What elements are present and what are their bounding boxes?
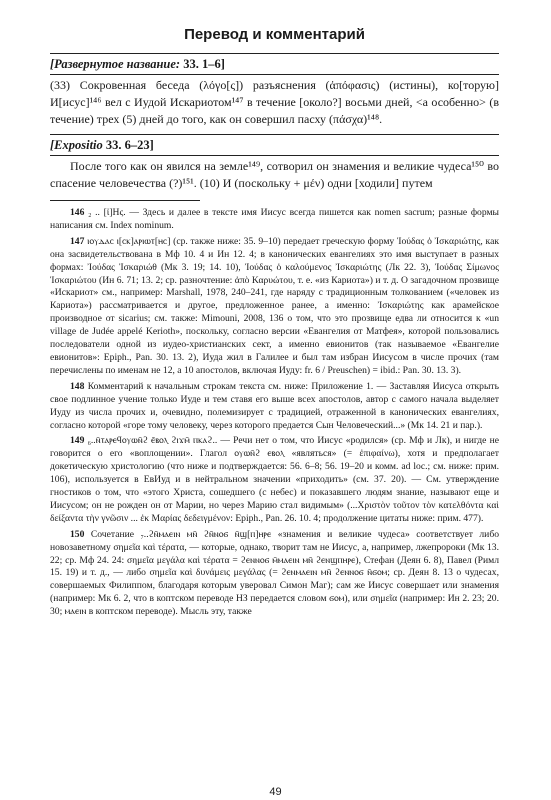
section-heading-ref: 33. 6–23] <box>105 138 154 152</box>
footnote-number: 147 <box>70 235 85 247</box>
footnote-148 <box>50 381 499 433</box>
footnote-146 <box>50 207 499 233</box>
footnote-147 <box>50 236 499 378</box>
footnote-number: 149 <box>70 435 85 447</box>
main-paragraph-1: (33) Сокровенная беседа (λόγο[ς]) разъяснения (ἀπόφασις) (истины), ко[торую] И[исус]¹⁴⁶ вел с Иудой Искариотом¹⁴⁷ в течение [около?] восьми дней, <а особенно> (в течение) трех (5) дней до того, как он совершил пасху (πάσχα)¹⁴⁸. <box>50 78 499 126</box>
footnote-text: Комментарий к начальным строкам текста см. ниже: Приложение 1. — Заставляя Иисуса открыть свое подлинное учение только Иуде и тем ставя его выше всех апостолов, автор с самого начала выделяет Иуду из числа прочих и, очевидно, полемизирует с традицией, отраженной в канонических евангелиях, согласно которой «горе тому человеку, через которого предается Сын Человеческий...» (Мк 14. 21 и пар.). <box>50 380 499 431</box>
footnote-separator <box>50 200 200 201</box>
section-heading-1 <box>50 54 499 74</box>
section-rule <box>50 74 499 75</box>
footnote-number: 150 <box>70 528 85 540</box>
section-heading-2 <box>50 135 499 155</box>
main-paragraph-2: После того как он явился на земле¹⁴⁹, сотворил он знамения и великие чудеса¹⁵⁰ во спасение человечества (?)¹⁵¹. (10) И (поскольку + μέν) одни [ходили] путем <box>50 159 499 190</box>
footnote-text: ₂ .. [ἰ]Ης. — Здесь и далее в тексте имя Иисус всегда пишется как nomen sacrum; разные формы написания см. Index nominum. <box>50 207 500 231</box>
section-heading-label: [Развернутое название: <box>50 57 181 71</box>
section-heading-ref: 33. 1–6] <box>183 57 225 71</box>
page-title: Перевод и комментарий <box>184 26 365 43</box>
section-heading-label: [Expositio <box>50 138 103 152</box>
section-rule <box>50 155 499 156</box>
footnote-text: ₆..ⲛ̄ⲧⲁⲣⲉϥⲟⲩⲱⲛ̄ϩ ⲉ̄ⲃⲟⲗ ϩⲓϫⲙ̄ ⲡⲕⲁϩ.. — Речи нет о том, что Иисус «родился» (ср. Мф и Лк), и нигде не говорится о его «воплощении». Глагол ⲟⲩⲱⲛ̄ϩ ⲉⲃⲟⲗ «являться» (= ἐπιφαίνω), хотя и предполагает докетическую христологию (что ниже и подтверждается: 56. 6–8; 56. 19–20 и комм. ad loc.; см. ниже: прим. 106), используется в ЕвИуд и в нейтральном значении «приходить» (см. 37. 20). — См. утверждение гностиков о том, что «этого Христа, сошедшего (с небес) и показавшего людям знание, называют еще и Иисусом; он не рожден он от Марии, но через Марию стал видимым» (...Χριστὸν τοῦτον τὸν κατελθόντα καὶ δείξαντα τὴν γνῶσιν ... ἐκ Μαρίας δεδειγμένον: Epiph., Pan. 26. 10. 4; продолжение цитаты ниже: прим. 477). <box>50 435 499 524</box>
footnote-text: ⲓⲟⲩⲇⲁⲥ ⲓ[ⲥⲕ]ⲁⲣⲓⲱⲧ[ⲏⲥ] (ср. также ниже: 35. 9–10) передает греческую форму Ἰούδας ὁ Ἰσκαριώτης, как она засвидетельствована в Мф 10. 4 и Ин 12. 4; в канонических евангелиях это имя выступает в разных формах: Ἰούδας Ἰσκαριώθ (Мк 3. 19; 14. 10), Ἰούδας ὁ καλούμενος Ἰσκαριώτης (Лк 22. 3), Ἰούδας Σίμωνος Ἰσκαριώτου (Ин 6. 71; 13. 2; ср. разночтение: ἀπὸ Καρυώτου, т. е. «из Кариота») и т. д. О загадочном прозвище «Искариот» см., например: Marshall, 1978, 240–241, где наряду с традиционным толкованием («человек из Кариота») рассматривается и другое, предложенное ранее, а именно: Ἰσκαριώτης как арамейское производное от sicarius; см. также: Mimouni, 2008, 136 о том, что это прозвище едва ли относится к «un village de Judée appelé Kerioth», поскольку, согласно версии «Евангелия от Матфея», которой пользовались последователи одной из иудео-христианских сект, а именно евионитов (так называемое «Евангелие евионитов»: Epiph., Pan. 30. 13. 2), Иуда жил в Галилее и был там избран Иисусом в числе прочих (там перечислены по именам не 12, а 10 апостолов, включая Иуду: fr. 6 / Preuschen) = ibid.: Pan. 30. 13. 3). <box>50 235 499 376</box>
page-number: 49 <box>269 786 282 798</box>
footnote-150 <box>50 529 499 619</box>
footnote-number: 148 <box>70 380 85 392</box>
footnote-text: Сочетание ₇..ϩⲛ̄ⲙⲁⲉⲓⲛ ⲙⲛ̄ ϩⲛ̄ⲛⲟϭ ⲛ̄ϣ[ⲡ]ⲏⲣⲉ «знамения и великие чудеса» соответствует либо новозаветному σημεῖα καὶ τέρατα, — которые, однако, творит там не Иисус, а, например, лжепророки (Мк 13. 22; ср. Мф 24. 24: σημεῖα μεγάλα καὶ τέρατα = ϩⲉⲛⲛⲟϭ ⲙ̄ⲙⲁⲉⲓⲛ ⲙⲛ̄ ϩⲉⲛϣⲡⲏⲣⲉ), Стефан (Деян 6. 8), Павел (Римл 15. 19) и т. д., — либо σημεῖα καὶ δυνάμεις μεγάλας (= ϩⲉⲛⲙⲁⲉⲓⲛ ⲙⲛ̄ ϩⲉⲛⲛⲟϭ ⲛ̄ϭⲟⲙ; ср. Деян 8. 13 о чудесах, совершаемых Филиппом, благодаря которым уверовал Симон Маг); сам же Иисус совершает или знамения (например: Мк 6. 2, что в коптском переводе НЗ передается словом ϭⲟⲙ), или σημεῖα (например: Ин 2. 23; 20. 30; ⲙⲁⲉⲓⲛ в коптском переводе). Мысль эту, также <box>50 528 499 618</box>
footnote-149 <box>50 435 499 525</box>
footnote-number: 146 <box>70 207 85 218</box>
